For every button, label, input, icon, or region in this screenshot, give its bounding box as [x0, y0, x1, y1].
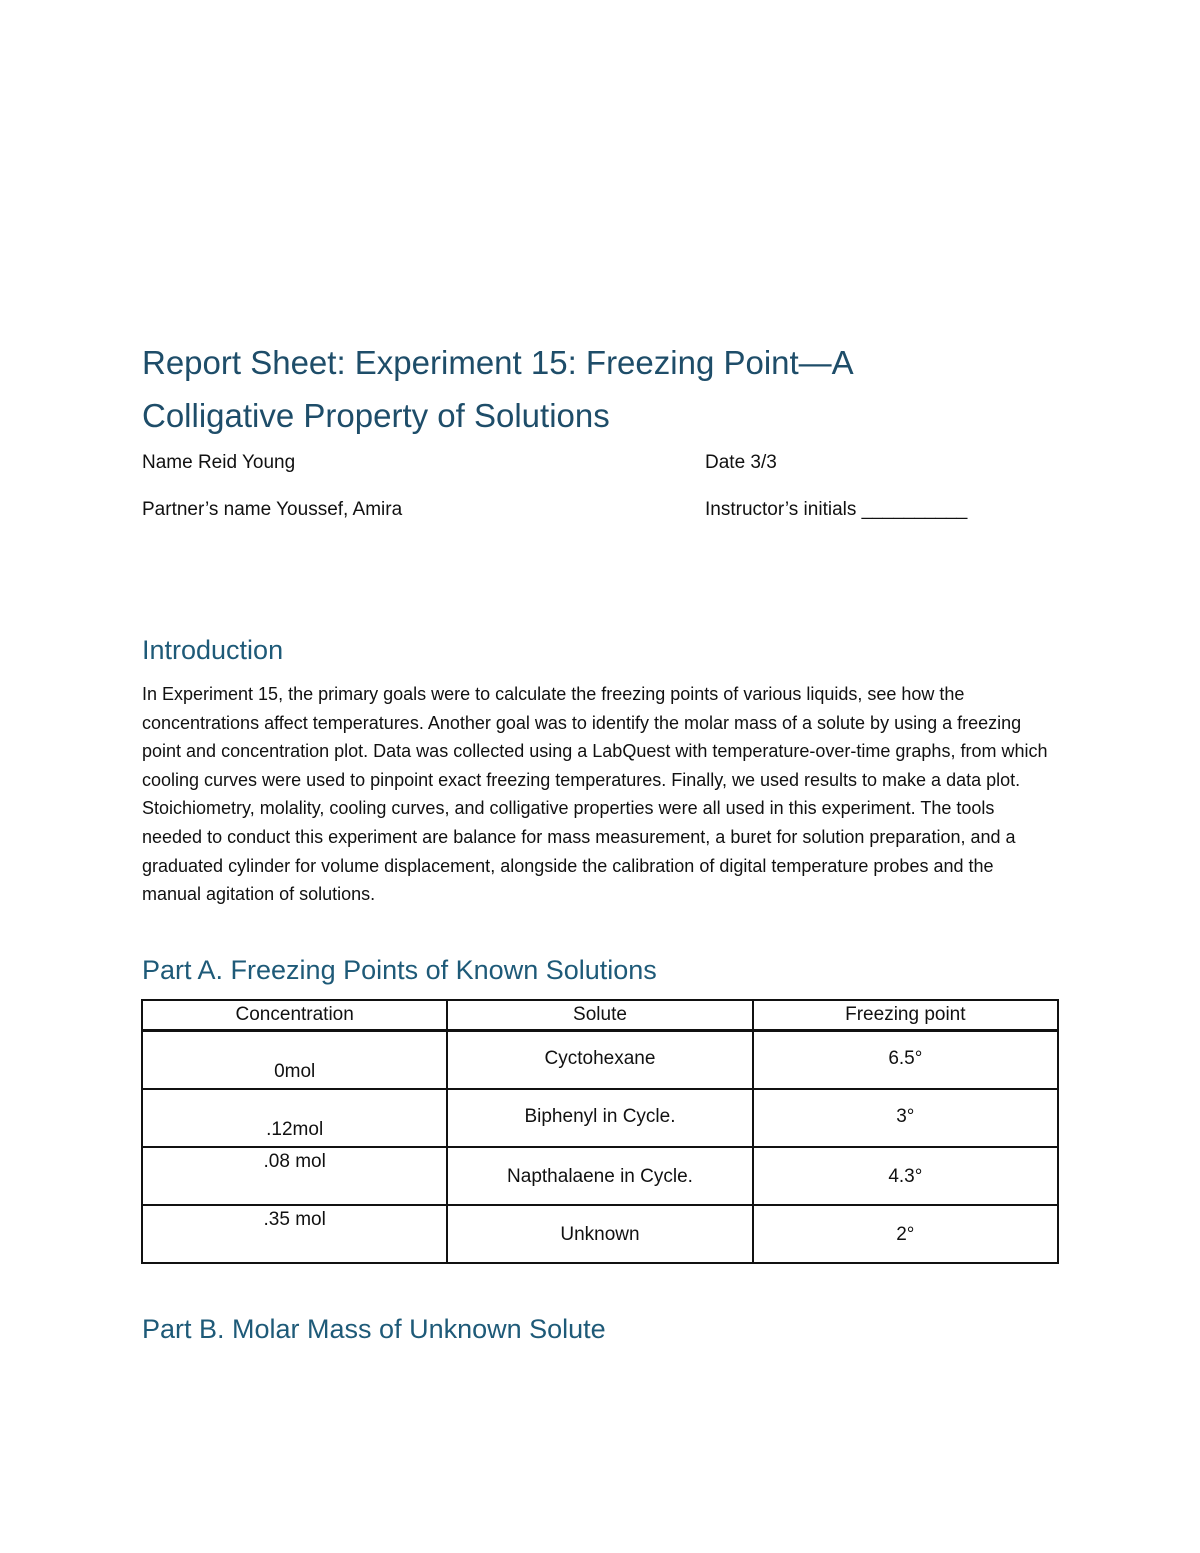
solute-value: Biphenyl in Cycle.: [524, 1106, 676, 1127]
solute-value: Cyctohexane: [544, 1048, 656, 1069]
part-b-heading: Part B. Molar Mass of Unknown Solute: [142, 1314, 606, 1344]
introduction-heading: Introduction: [142, 635, 284, 665]
solute-cell: [447, 1147, 752, 1205]
concentration-value: 0mol: [274, 1061, 316, 1082]
part-a-heading: Part A. Freezing Points of Known Solutions: [142, 955, 657, 985]
page-title: [142, 336, 1042, 442]
title-line-1: Report Sheet: Experiment 15: Freezing Point—A: [142, 344, 854, 381]
table-header-row: [142, 1000, 1058, 1031]
introduction-body: In Experiment 15, the primary goals were to calculate the freezing points of various liquids, see how the concentrations affect temperatures. Another goal was to identify the molar mass of a solute by using a freezing point and concentration plot. Data was collected using a LabQuest with temperature-over-time graphs, from which cooling curves were used to pinpoint exact freezing temperatures. Finally, we used results to make a data plot. Stoichiometry, molality, cooling curves, and colligative properties were all used in this experiment. The tools needed to conduct this experiment are balance for mass measurement, a buret for solution preparation, and a graduated cylinder for volume displacement, alongside the calibration of digital temperature probes and the manual agitation of solutions.: [142, 684, 1048, 905]
freezing-point-cell: [753, 1147, 1058, 1205]
concentration-cell: [142, 1031, 447, 1090]
report-date: Date 3/3: [705, 452, 777, 473]
solute-cell: [447, 1205, 752, 1263]
solute-cell: [447, 1031, 752, 1090]
table-row: [142, 1147, 1058, 1205]
freezing-point-value: 4.3°: [888, 1166, 923, 1187]
freezing-point-value: 3°: [896, 1106, 915, 1127]
freezing-point-cell: [753, 1089, 1058, 1147]
column-header-concentration: Concentration: [142, 1000, 447, 1031]
title-line-2: Colligative Property of Solutions: [142, 397, 610, 434]
instructor-initials: Instructor’s initials __________: [705, 499, 968, 520]
concentration-cell: [142, 1147, 447, 1205]
concentration-value: .35 mol: [263, 1209, 326, 1230]
concentration-cell: [142, 1089, 447, 1147]
concentration-value: .12mol: [266, 1119, 324, 1140]
concentration-cell: [142, 1205, 447, 1263]
freezing-point-value: 2°: [896, 1224, 915, 1245]
solute-cell: [447, 1089, 752, 1147]
freezing-point-value: 6.5°: [888, 1048, 923, 1069]
solute-value: Unknown: [560, 1224, 640, 1245]
concentration-value: .08 mol: [263, 1151, 326, 1172]
table-row: [142, 1089, 1058, 1147]
freezing-point-cell: [753, 1031, 1058, 1090]
partner-name: Partner’s name Youssef, Amira: [142, 499, 403, 520]
table-row: [142, 1205, 1058, 1263]
column-header-solute: Solute: [447, 1000, 752, 1031]
table-row: [142, 1031, 1058, 1090]
solute-value: Napthalaene in Cycle.: [507, 1166, 693, 1187]
student-name: Name Reid Young: [142, 452, 296, 473]
freezing-point-cell: [753, 1205, 1058, 1263]
column-header-freezing-point: Freezing point: [753, 1000, 1058, 1031]
freezing-points-table: [141, 999, 1059, 1264]
